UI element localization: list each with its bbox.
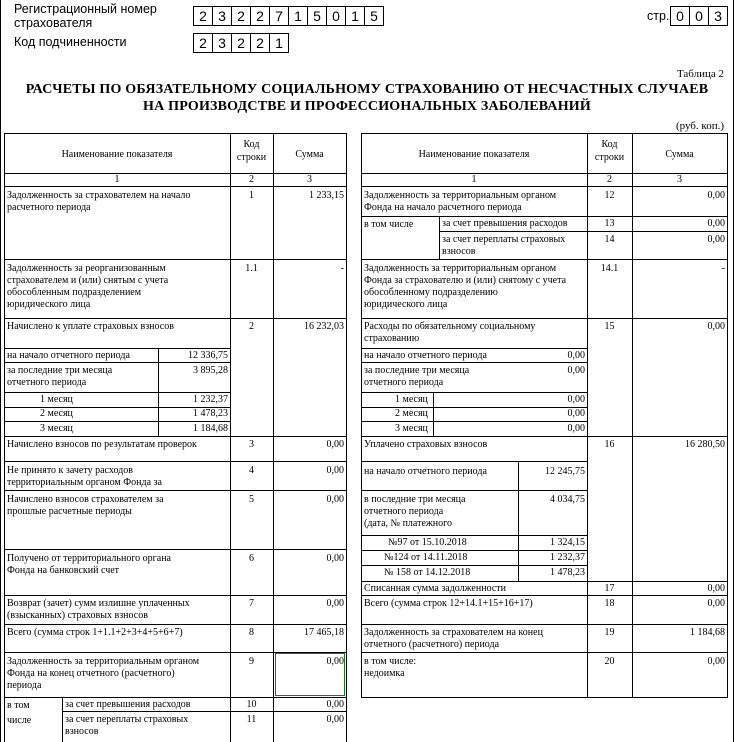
right-month-2-label: 2 месяц xyxy=(395,408,428,419)
row-16-last-label: в последние три месяца xyxy=(364,494,466,505)
row-19-sum: 1 184,68 xyxy=(690,627,725,638)
left-col-name: Наименование показателя xyxy=(61,149,173,160)
row-1-code: 1 xyxy=(249,190,254,201)
subordination-digit: 3 xyxy=(212,33,232,53)
subordination-digit: 2 xyxy=(193,33,213,53)
row-1-1-label: Задолженность за реорганизованным xyxy=(7,263,166,274)
reg-number-digit: 2 xyxy=(231,6,251,26)
row-17-code: 17 xyxy=(604,583,615,594)
left-col-num-2: 2 xyxy=(249,174,254,185)
subordination-digit: 1 xyxy=(269,33,289,53)
row-13-label: за счет превышения расходов xyxy=(442,218,568,229)
row-5-label: Начислено взносов страхователем за xyxy=(7,494,164,505)
row-14-1-label: Задолженность за территориальным органом xyxy=(364,263,557,274)
row-16-code: 16 xyxy=(604,439,615,450)
right-month-1-sum: 0,00 xyxy=(567,394,585,405)
row-17-label: Списанная сумма задолженности xyxy=(364,583,506,594)
row-13-sum: 0,00 xyxy=(707,218,725,229)
row-19-code: 19 xyxy=(604,627,615,638)
row-20-sum: 0,00 xyxy=(707,656,725,667)
right-month-3-label: 3 месяц xyxy=(395,423,428,434)
reg-number-digit: 0 xyxy=(326,6,346,26)
row-7-code: 7 xyxy=(249,598,254,609)
row-11-code: 11 xyxy=(246,714,257,725)
right-including-label: в том числе xyxy=(364,219,414,230)
row-3-code: 3 xyxy=(249,439,254,450)
right-month-3-sum: 0,00 xyxy=(567,423,585,434)
left-col-sum: Сумма xyxy=(295,149,324,160)
payment-2-label: №124 от 14.11.2018 xyxy=(384,552,468,563)
page-number-cells xyxy=(670,6,727,26)
row-8-sum: 17 465,18 xyxy=(304,627,344,638)
row-2-last-label: за последние три месяца xyxy=(7,365,113,376)
row-12-label-2: Фонда на начало расчетного периода xyxy=(364,202,522,213)
row-6-sum: 0,00 xyxy=(326,553,344,564)
row-15-label: Расходы по обязательному социальному xyxy=(364,321,536,332)
right-col-num-2: 2 xyxy=(607,174,612,185)
row-8-code: 8 xyxy=(249,627,254,638)
row-16-sum: 16 280,50 xyxy=(685,439,725,450)
row-12-label: Задолженность за территориальным органом xyxy=(364,190,557,201)
row-15-last-sum: 0,00 xyxy=(567,365,585,376)
payment-1-label: №97 от 15.10.2018 xyxy=(388,537,467,548)
row-9-label: Задолженность за территориальным органом xyxy=(7,656,200,667)
row-4-label: Не принято к зачету расходов xyxy=(7,465,133,476)
reg-number-digit: 2 xyxy=(250,6,270,26)
payment-3-label: № 158 от 14.12.2018 xyxy=(384,567,471,578)
row-11-label-2: взносов xyxy=(65,726,99,737)
right-col-num-3: 3 xyxy=(677,174,682,185)
reg-number-label-1: Регистрационный номер xyxy=(14,2,157,16)
reg-number-digit: 5 xyxy=(307,6,327,26)
left-month-3-label: 3 месяц xyxy=(40,423,73,434)
row-18-label: Всего (сумма строк 12+14.1+15+16+17) xyxy=(364,598,533,609)
payment-1-sum: 1 324,15 xyxy=(550,537,585,548)
right-col-name: Наименование показателя xyxy=(418,149,530,160)
right-col-sum: Сумма xyxy=(665,149,694,160)
row-6-label: Получено от территориального органа xyxy=(7,553,171,564)
row-14-sum: 0,00 xyxy=(707,234,725,245)
row-1-1-label-4: юридического лица xyxy=(7,299,91,310)
row-11-label: за счет переплаты страховых xyxy=(65,714,189,725)
reg-number-cells xyxy=(193,6,383,26)
reg-number-digit: 3 xyxy=(212,6,232,26)
row-10-label: за счет превышения расходов xyxy=(65,699,191,710)
right-month-2-sum: 0,00 xyxy=(567,408,585,419)
reg-number-digit: 5 xyxy=(364,6,384,26)
left-month-2-sum: 1 478,23 xyxy=(193,408,228,419)
reg-number-digit: 1 xyxy=(345,6,365,26)
subordination-digit: 2 xyxy=(231,33,251,53)
table-label: Таблица 2 xyxy=(676,68,724,80)
row-14-1-label-4: юридического лица xyxy=(364,299,448,310)
right-col-code-1: Код xyxy=(601,139,618,150)
row-16-start-label: на начало отчетного периода xyxy=(364,466,487,477)
row-16-last-label-2: отчетного периода xyxy=(364,506,444,517)
row-7-label-2: (взысканных) страховых взносов xyxy=(7,610,148,621)
row-2-last-sum: 3 895,28 xyxy=(193,365,228,376)
row-14-1-label-3: обособленному подразделению xyxy=(364,287,498,298)
row-14-label-2: взносов xyxy=(442,246,476,257)
right-col-code-2: строки xyxy=(594,152,625,163)
row-9-label-3: периода xyxy=(7,680,42,691)
right-month-1-label: 1 месяц xyxy=(395,394,428,405)
row-7-label: Возврат (зачет) сумм излишне уплаченных xyxy=(7,598,190,609)
row-16-last-label-3: (дата, № платежного xyxy=(364,518,453,529)
row-8-label: Всего (сумма строк 1+1.1+2+3+4+5+6+7) xyxy=(7,627,183,638)
row-3-label: Начислено взносов по результатам проверок xyxy=(7,439,197,450)
row-5-sum: 0,00 xyxy=(326,494,344,505)
row-15-label-2: страхованию xyxy=(364,333,420,344)
left-month-1-label: 1 месяц xyxy=(40,394,73,405)
row-1-1-label-3: обособленным подразделением xyxy=(7,287,142,298)
reg-number-label-2: страхователя xyxy=(14,16,93,30)
payment-2-sum: 1 232,37 xyxy=(550,552,585,563)
including-label-2: числе xyxy=(7,715,32,726)
page-number-digit: 3 xyxy=(708,6,728,26)
row-1-1-sum: - xyxy=(340,263,344,274)
row-20-label-2: недоимка xyxy=(364,668,405,679)
row-5-label-2: прошлые расчетные периоды xyxy=(7,506,132,517)
row-4-label-2: территориальным органом Фонда за xyxy=(7,477,162,488)
reg-number-digit: 1 xyxy=(288,6,308,26)
row-10-sum: 0,00 xyxy=(326,699,344,710)
right-col-num-1: 1 xyxy=(471,174,477,185)
row-1-1-code: 1.1 xyxy=(245,263,258,274)
page-number-digit: 0 xyxy=(670,6,690,26)
left-col-code-1: Код xyxy=(243,139,260,150)
units-label: (руб. коп.) xyxy=(675,120,724,132)
page-number-digit: 0 xyxy=(689,6,709,26)
row-9-code: 9 xyxy=(249,656,254,667)
row-17-sum: 0,00 xyxy=(707,583,725,594)
row-2-code: 2 xyxy=(249,321,254,332)
row-15-last-label: за последние три месяца xyxy=(364,365,470,376)
row-11-sum: 0,00 xyxy=(326,714,344,725)
row-12-code: 12 xyxy=(604,190,615,201)
row-1-label: Задолженность за страхователем на начало xyxy=(7,190,191,201)
row-3-sum: 0,00 xyxy=(326,439,344,450)
row-16-last-sum: 4 034,75 xyxy=(550,494,585,505)
title-line-1: РАСЧЕТЫ ПО ОБЯЗАТЕЛЬНОМУ СОЦИАЛЬНОМУ СТРАХОВАНИЮ ОТ НЕСЧАСТНЫХ СЛУЧАЕВ xyxy=(25,82,709,97)
row-16-start-sum: 12 245,75 xyxy=(545,466,585,477)
row-4-sum: 0,00 xyxy=(326,465,344,476)
row-14-code: 14 xyxy=(604,234,615,245)
row-7-sum: 0,00 xyxy=(326,598,344,609)
row-2-last-label-2: отчетного периода xyxy=(7,377,87,388)
title-line-2: НА ПРОИЗВОДСТВЕ И ПРОФЕССИОНАЛЬНЫХ ЗАБОЛЕВАНИЙ xyxy=(143,99,591,114)
row-19-label: Задолженность за страхователем на конец xyxy=(364,627,543,638)
row-6-label-2: Фонда на банковский счет xyxy=(7,565,120,576)
row-5-code: 5 xyxy=(249,494,254,505)
left-month-3-sum: 1 184,68 xyxy=(193,423,228,434)
row-1-label-2: расчетного периода xyxy=(7,202,91,213)
row-15-sum: 0,00 xyxy=(707,321,725,332)
reg-number-digit: 7 xyxy=(269,6,289,26)
subordination-label: Код подчиненности xyxy=(14,35,127,49)
row-2-start-sum: 12 336,75 xyxy=(188,350,228,361)
row-14-1-sum: - xyxy=(721,263,725,274)
left-month-1-sum: 1 232,37 xyxy=(193,394,228,405)
row-2-sum: 16 232,03 xyxy=(304,321,344,332)
row-15-start-label: на начало отчетного периода xyxy=(364,350,487,361)
row-15-code: 15 xyxy=(604,321,615,332)
row-13-code: 13 xyxy=(604,218,615,229)
left-col-num-1: 1 xyxy=(114,174,120,185)
row-10-code: 10 xyxy=(246,699,257,710)
row-2-start-label: на начало отчетного периода xyxy=(7,350,130,361)
payment-3-sum: 1 478,23 xyxy=(550,567,585,578)
left-month-2-label: 2 месяц xyxy=(40,408,73,419)
left-col-num-3: 3 xyxy=(307,174,312,185)
row-20-code: 20 xyxy=(604,656,615,667)
row-18-sum: 0,00 xyxy=(707,598,725,609)
row-20-label: в том числе: xyxy=(364,656,417,667)
reg-number-digit: 2 xyxy=(193,6,213,26)
row-14-1-label-2: Фонда за страхователю и (или) снятому с учета xyxy=(364,275,567,286)
row-14-1-code: 14.1 xyxy=(600,263,619,274)
row-14-label: за счет переплаты страховых xyxy=(442,234,566,245)
row-1-sum: 1 233,15 xyxy=(309,190,344,201)
row-16-label: Уплачено страховых взносов xyxy=(364,439,488,450)
row-19-label-2: отчетного (расчетного) периода xyxy=(364,639,500,650)
row-15-start-sum: 0,00 xyxy=(567,350,585,361)
row-15-last-label-2: отчетного периода xyxy=(364,377,444,388)
row-18-code: 18 xyxy=(604,598,615,609)
row-12-sum: 0,00 xyxy=(707,190,725,201)
row-1-1-label-2: страхователем и (или) снятым с учета xyxy=(7,275,169,286)
including-label: в том xyxy=(7,700,30,711)
subordination-cells xyxy=(193,33,288,53)
row-9-label-2: Фонда на конец отчетного (расчетного) xyxy=(7,668,175,679)
page-label: стр. xyxy=(647,9,670,23)
left-col-code-2: строки xyxy=(236,152,267,163)
row-6-code: 6 xyxy=(249,553,254,564)
row-4-code: 4 xyxy=(249,465,254,476)
subordination-digit: 2 xyxy=(250,33,270,53)
row-2-label: Начислено к уплате страховых взносов xyxy=(7,321,174,332)
row-9-sum: 0,00 xyxy=(326,656,344,667)
